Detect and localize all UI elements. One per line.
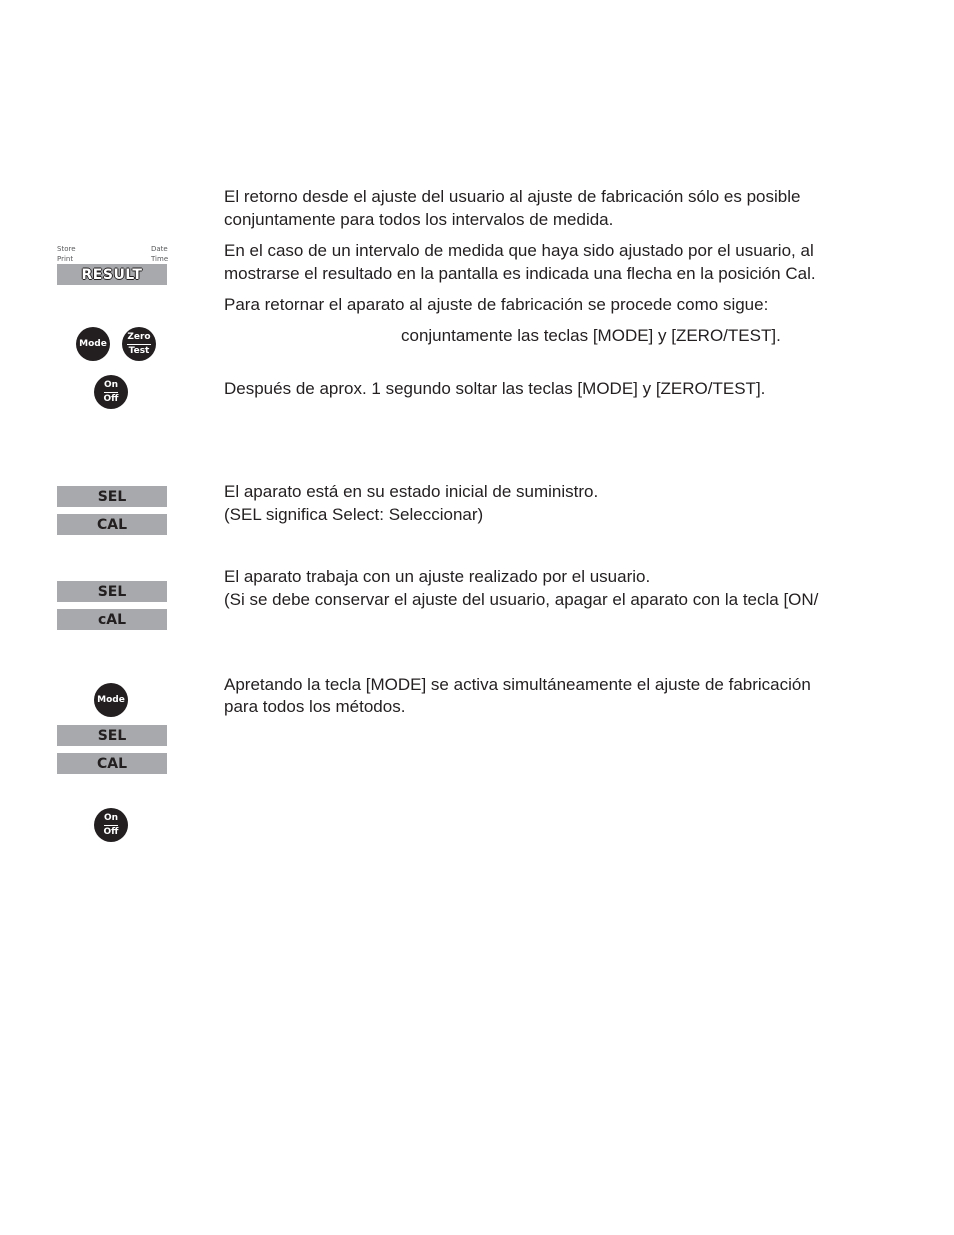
- lcd-store-label: Store: [57, 245, 76, 253]
- paragraph-line: para todos los métodos.: [224, 697, 406, 716]
- display-sel: [57, 486, 167, 507]
- lcd-time-label: Time: [151, 255, 169, 263]
- display-cal-user: [57, 609, 167, 630]
- display-cal-text: CAL: [96, 755, 128, 772]
- paragraph-line: (SEL significa Select: Seleccionar): [224, 505, 484, 524]
- display-cal-text: CAL: [96, 516, 128, 533]
- paragraph-line: mostrarse el resultado en la pantalla es indicada una flecha en la posición Cal.: [224, 264, 816, 283]
- display-sel: [57, 725, 167, 746]
- zero-label: Zero: [127, 332, 150, 345]
- on-label: On: [104, 380, 118, 393]
- display-sel: [57, 581, 167, 602]
- mode-button-label: Mode: [97, 694, 125, 705]
- mode-button-label: Mode: [79, 338, 107, 349]
- display-sel-text: SEL: [97, 488, 127, 505]
- paragraph-line: conjuntamente para todos los intervalos de medida.: [224, 210, 614, 229]
- display-sel-text: SEL: [97, 583, 127, 600]
- lcd-print-label: Print: [57, 255, 74, 263]
- lcd-result-display: [57, 264, 167, 285]
- paragraph-line: Para retornar el aparato al ajuste de fabricación se procede como sigue:: [224, 295, 769, 314]
- display-cal: [57, 753, 167, 774]
- paragraph-line: El aparato está en su estado inicial de suministro.: [224, 482, 599, 501]
- paragraph-line: El retorno desde el ajuste del usuario al ajuste de fabricación sólo es posible: [224, 187, 801, 206]
- off-label: Off: [103, 393, 119, 404]
- on-off-button[interactable]: [94, 808, 128, 842]
- display-sel-text: SEL: [97, 727, 127, 744]
- mode-button[interactable]: [94, 683, 128, 717]
- lcd-date-label: Date: [151, 245, 168, 253]
- test-label: Test: [128, 345, 150, 356]
- display-cal-user-text: cAL: [97, 611, 127, 628]
- paragraph-line: En el caso de un intervalo de medida que haya sido ajustado por el usuario, al: [224, 241, 814, 260]
- paragraph-line: El aparato trabaja con un ajuste realizado por el usuario.: [224, 567, 651, 586]
- paragraph-line: (Si se debe conservar el ajuste del usuario, apagar el aparato con la tecla [ON/: [224, 590, 819, 609]
- lcd-result-text: RESULT: [81, 266, 143, 283]
- mode-button[interactable]: [76, 327, 110, 361]
- zero-test-button[interactable]: [122, 327, 156, 361]
- display-cal: [57, 514, 167, 535]
- paragraph-line: conjuntamente las teclas [MODE] y [ZERO/TEST].: [401, 326, 781, 345]
- on-off-button[interactable]: [94, 375, 128, 409]
- paragraph-line: Apretando la tecla [MODE] se activa simultáneamente el ajuste de fabricación: [224, 675, 811, 694]
- off-label: Off: [103, 826, 119, 837]
- paragraph-line: Después de aprox. 1 segundo soltar las teclas [MODE] y [ZERO/TEST].: [224, 379, 766, 398]
- on-label: On: [104, 813, 118, 826]
